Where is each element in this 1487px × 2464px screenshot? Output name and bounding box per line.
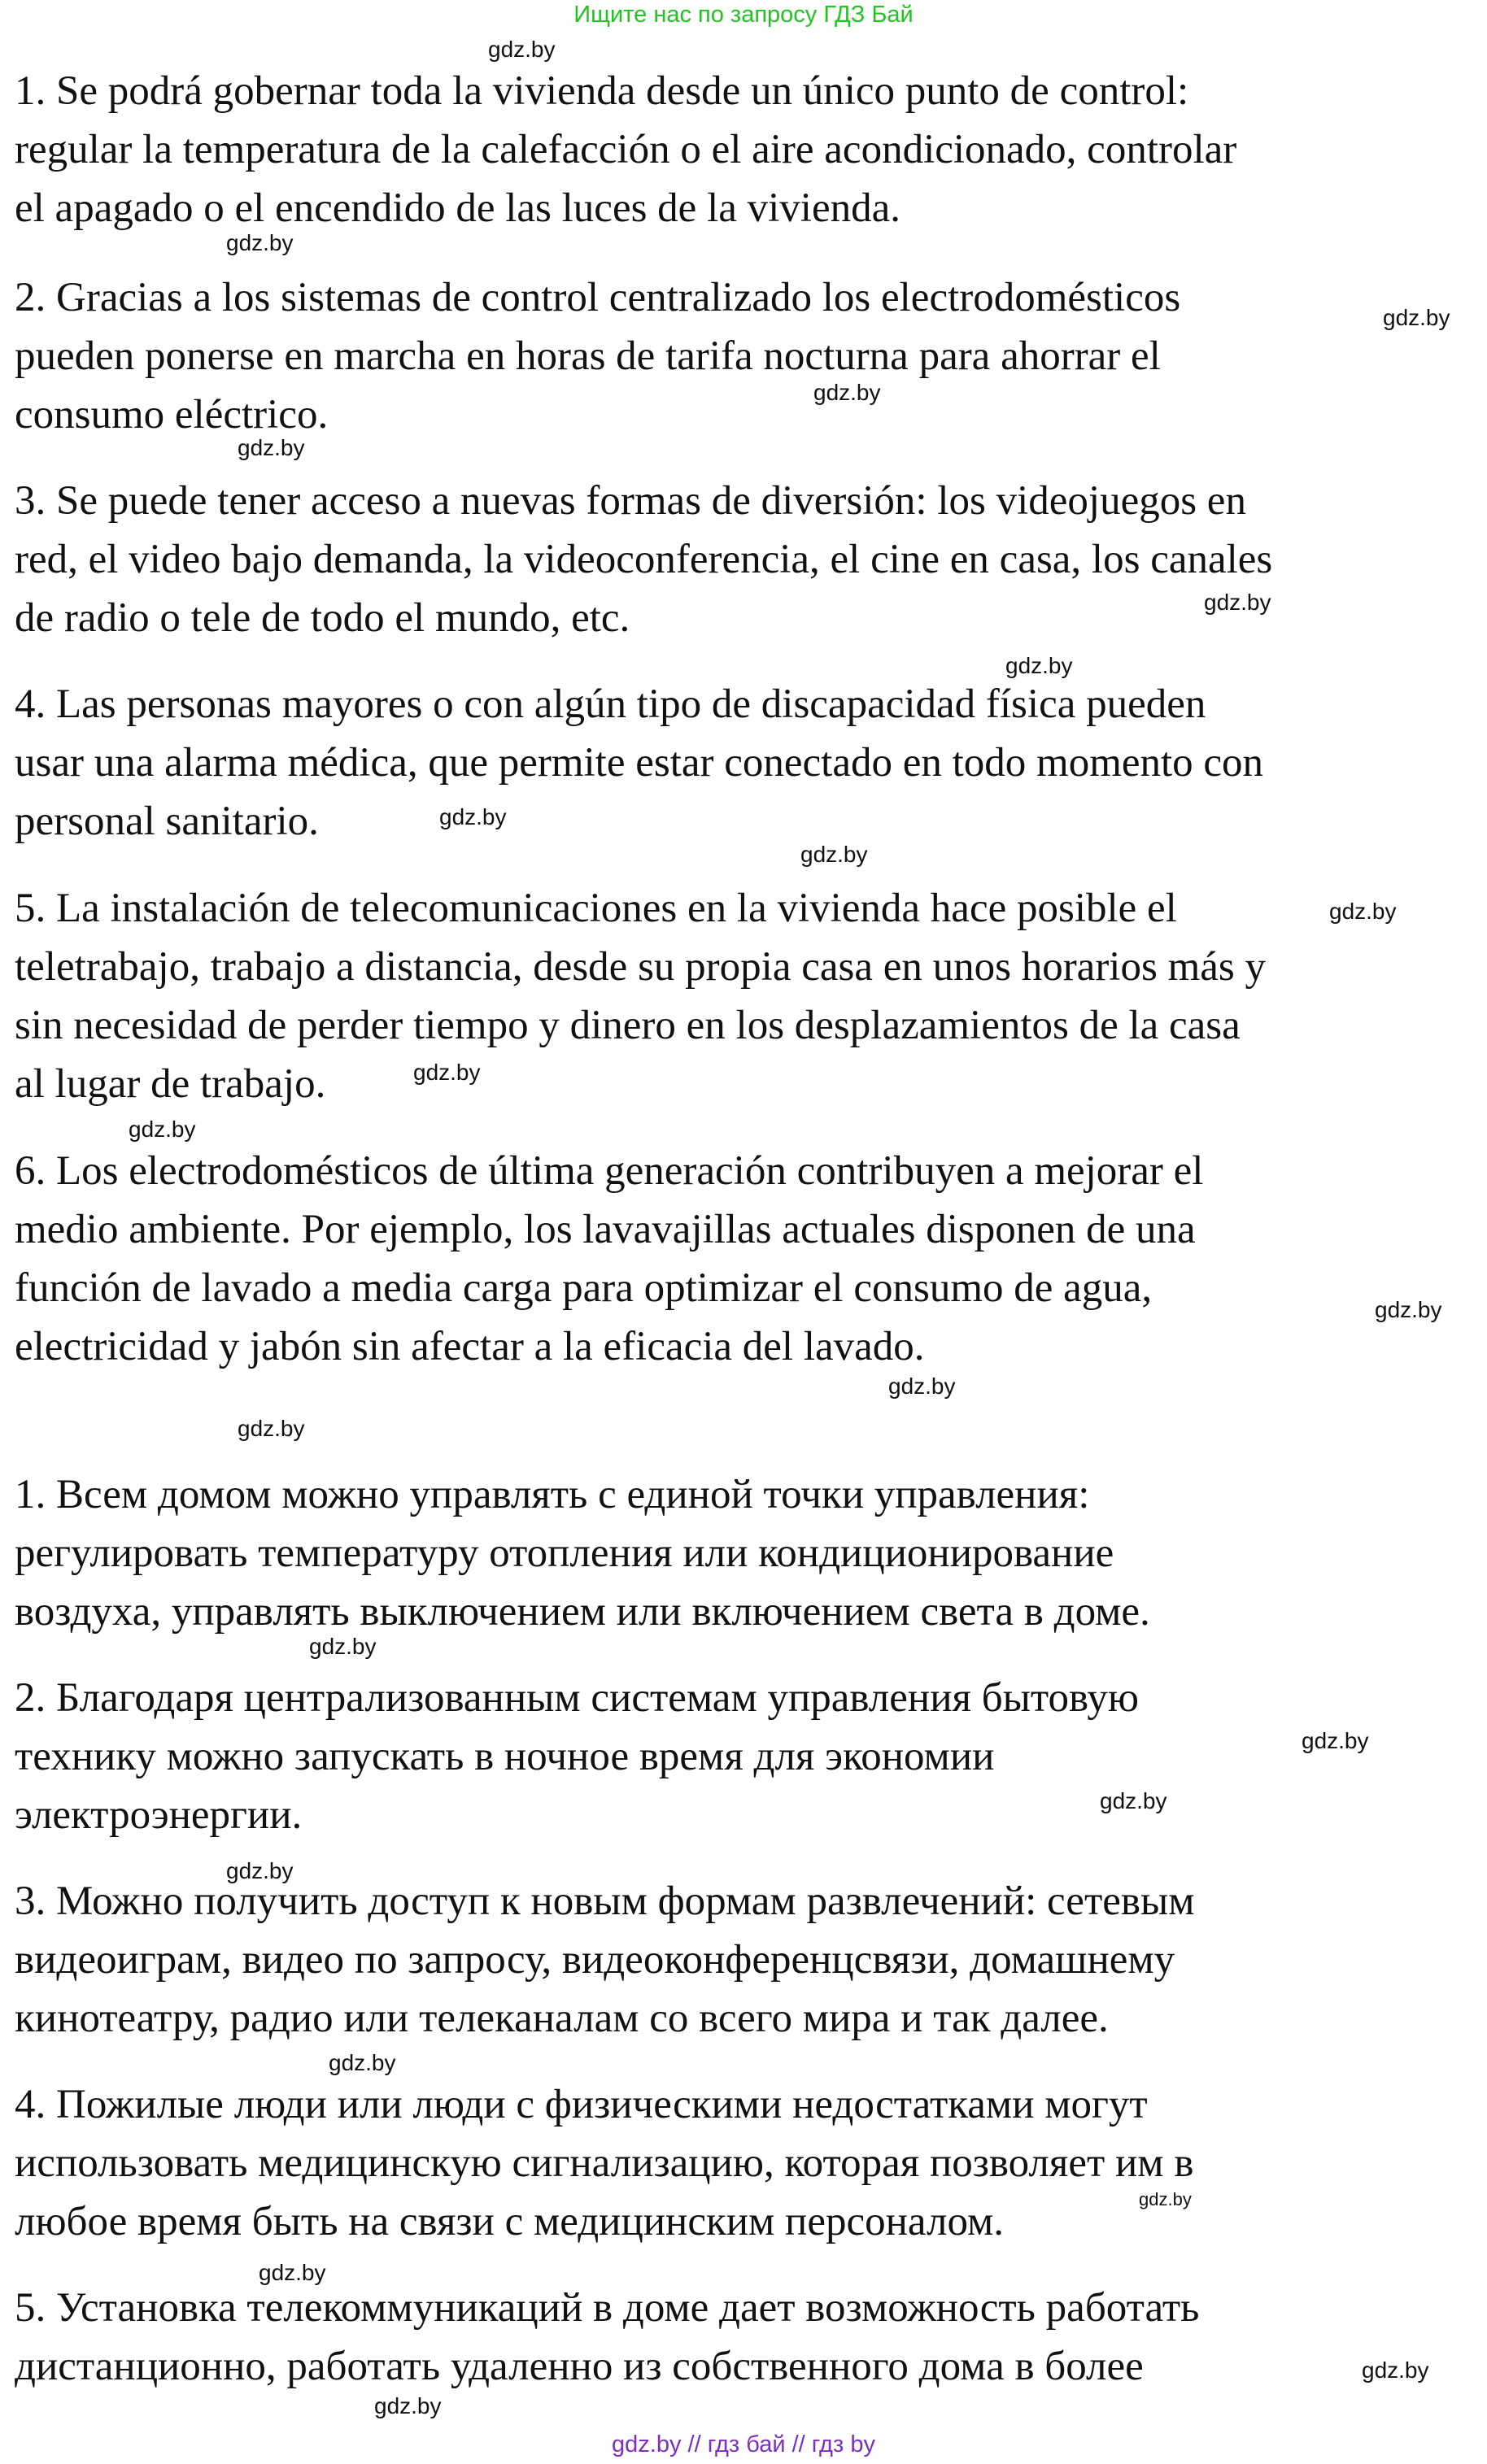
russian-paragraph-2 [15,1669,1479,1844]
text-line: el apagado o el encendido de las luces de la vivienda. [15,185,900,231]
text-line: función de lavado a media carga para optimizar el consumo de agua, [15,1265,1153,1311]
text-line: red, el video bajo demanda, la videoconferencia, el cine en casa, los canales [15,537,1273,582]
spanish-paragraph-2 [15,268,1479,444]
text-line: любое время быть на связи с медицинским персоналом. [15,2199,1005,2244]
watermark: gdz.by [329,2050,396,2075]
watermark: gdz.by [1204,590,1271,615]
watermark: gdz.by [309,1634,377,1659]
watermark: gdz.by [888,1373,956,1399]
text-line: воздуха, управлять выключением или включением света в доме. [15,1589,1150,1635]
watermark: gdz.by [800,842,868,867]
spanish-paragraph-4 [15,675,1479,851]
text-line: кинотеатру, радио или телеканалам со всего мира и так далее. [15,1996,1109,2041]
watermark: gdz.by [413,1060,481,1085]
watermark: gdz.by [1375,1297,1442,1322]
text-line: consumo eléctrico. [15,392,329,438]
text-line: 2. Благодаря централизованным системам управления бытовую [15,1675,1139,1721]
watermark: gdz.by [226,230,294,255]
russian-paragraph-4 [15,2075,1479,2251]
text-line: 2. Gracias a los sistemas de control centralizado los electrodomésticos [15,275,1181,320]
spanish-paragraph-5 [15,879,1479,1113]
text-line: 4. Las personas mayores o con algún tipo de discapacidad física pueden [15,681,1206,727]
watermark: gdz.by [1329,899,1397,924]
spanish-paragraph-3 [15,472,1479,647]
text-line: electricidad y jabón sin afectar a la eficacia del lavado. [15,1324,925,1369]
text-line: teletrabajo, trabajo a distancia, desde su propia casa en unos horarios más y [15,944,1266,990]
text-line: de radio o tele de todo el mundo, etc. [15,595,630,641]
watermark: gdz.by [1362,2357,1429,2383]
text-line: электроэнергии. [15,1792,303,1838]
text-line: 4. Пожилые люди или люди с физическими недостатками могут [15,2082,1148,2127]
search-banner[interactable]: Ищите нас по запросу ГДЗ Бай [573,2,914,28]
text-line: технику можно запускать в ночное время для экономии [15,1734,995,1779]
text-line: 5. La instalación de telecomunicaciones en la vivienda hace posible el [15,886,1177,931]
russian-paragraph-3 [15,1872,1479,2048]
text-line: 6. Los electrodomésticos de última generación contribuyen a mejorar el [15,1148,1204,1194]
watermark: gdz.by [374,2393,442,2418]
watermark: gdz.by [1302,1728,1369,1753]
text-line: 1. Всем домом можно управлять с единой точки управления: [15,1472,1090,1517]
text-line: 3. Se puede tener acceso a nuevas formas de diversión: los videojuegos en [15,478,1246,524]
watermark: gdz.by [813,380,881,405]
watermark: gdz.by [129,1117,196,1142]
watermark: gdz.by [238,1416,305,1441]
text-line: pueden ponerse en marcha en horas de tarifa nocturna para ahorrar el [15,333,1161,379]
watermark: gdz.by [488,37,556,62]
text-line: personal sanitario. [15,799,319,844]
watermark: gdz.by [1005,653,1073,678]
text-line: видеоиграм, видео по запросу, видеоконференцсвязи, домашнему [15,1937,1175,1983]
text-line: usar una alarma médica, que permite estar conectado en todo momento con [15,740,1264,786]
text-line: дистанционно, работать удаленно из собственного дома в более [15,2344,1144,2389]
spanish-paragraph-6 [15,1142,1479,1376]
text-line: al lugar de trabajo. [15,1061,326,1107]
watermark: gdz.by [1139,2189,1192,2209]
text-line: регулировать температуру отопления или кондиционирование [15,1530,1114,1576]
russian-paragraph-5 [15,2279,1479,2396]
spanish-paragraph-1 [15,62,1479,237]
text-line: 5. Установка телекоммуникаций в доме дает возможность работать [15,2285,1200,2331]
watermark: gdz.by [439,804,507,829]
russian-paragraph-1 [15,1465,1479,1641]
footer-links[interactable]: gdz.by // гдз бай // гдз by [612,2431,875,2457]
text-line: regular la temperatura de la calefacción o el aire acondicionado, controlar [15,127,1237,172]
text-line: 3. Можно получить доступ к новым формам развлечений: сетевым [15,1878,1195,1924]
text-line: использовать медицинскую сигнализацию, которая позволяет им в [15,2140,1194,2186]
watermark: gdz.by [1383,305,1450,330]
text-line: medio ambiente. Por ejemplo, los lavavajillas actuales disponen de una [15,1207,1196,1252]
watermark: gdz.by [226,1858,294,1883]
watermark: gdz.by [259,2260,326,2285]
watermark: gdz.by [1100,1788,1167,1813]
text-line: sin necesidad de perder tiempo y dinero en los desplazamientos de la casa [15,1003,1241,1048]
text-line: 1. Se podrá gobernar toda la vivienda desde un único punto de control: [15,68,1189,114]
watermark: gdz.by [238,435,305,460]
